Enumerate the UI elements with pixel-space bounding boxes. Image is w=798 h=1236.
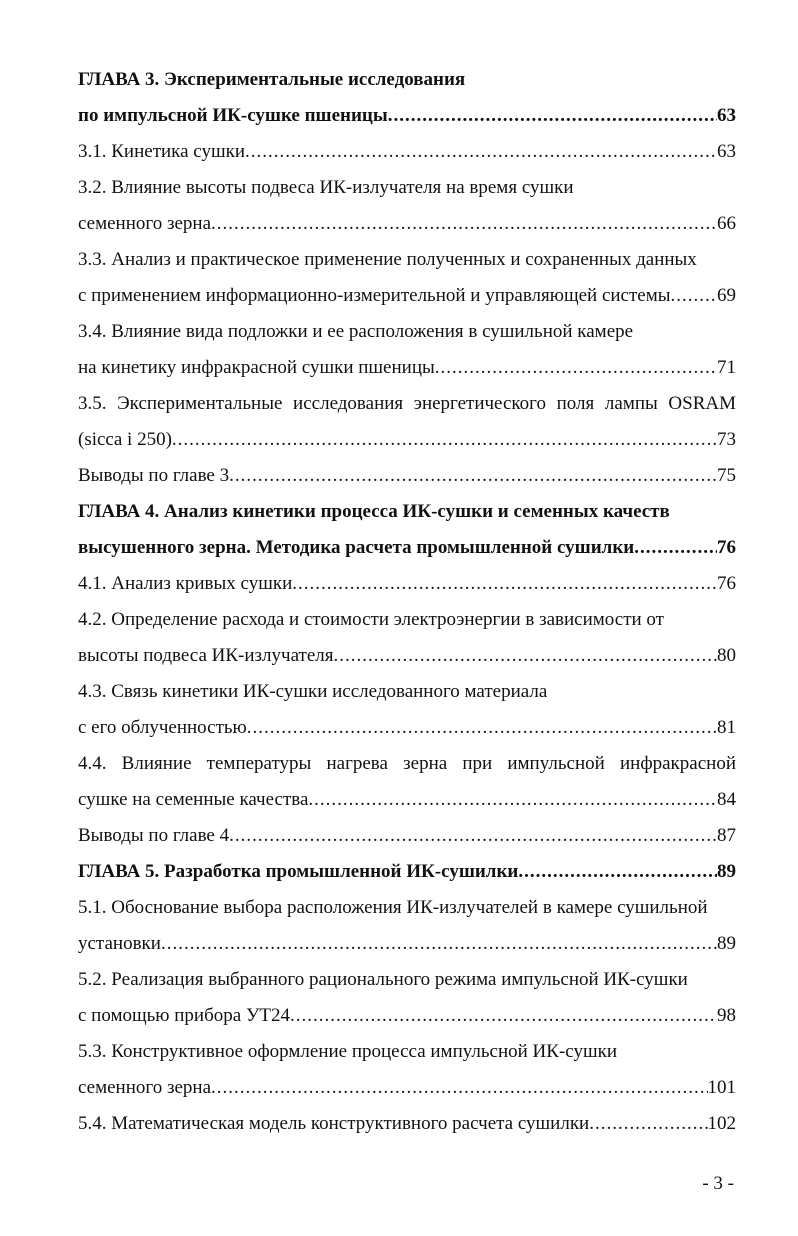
chapter-4-entry: высушенного зерна. Методика расчета промышленной сушилки ..... 76	[78, 536, 736, 560]
page-ref: 98	[717, 1005, 736, 1026]
section-5-3-entry: семенного зерна ..... 101	[78, 1076, 736, 1100]
page-ref: 84	[717, 789, 736, 810]
section-3-5-entry: (sicca i 250) ..... 73	[78, 428, 736, 452]
page-ref: 71	[717, 357, 736, 378]
chapter-4-title: ГЛАВА 4. Анализ кинетики процесса ИК-сушки и семенных качеств	[78, 501, 670, 522]
page-ref: 89	[717, 861, 736, 882]
section-4-4-title: 4.4. Влияние температуры нагрева зерна при импульсной инфракрасной	[78, 753, 736, 774]
section-3-3-entry: с применением информационно-измерительной и управляющей системы ..... 69	[78, 284, 736, 308]
page-ref: 69	[717, 285, 736, 306]
chapter-3-title: ГЛАВА 3. Экспериментальные исследования	[78, 69, 466, 90]
chapter-5-entry: ГЛАВА 5. Разработка промышленной ИК-сушилки ..... 89	[78, 860, 736, 884]
page-ref: 63	[717, 141, 736, 162]
section-5-2-title: 5.2. Реализация выбранного рационального режима импульсной ИК-сушки	[78, 969, 688, 990]
page-ref: 76	[717, 573, 736, 594]
page-ref: 73	[717, 429, 736, 450]
page-ref: 66	[717, 213, 736, 234]
section-3-5-title: 3.5. Экспериментальные исследования энергетического поля лампы OSRAM	[78, 393, 736, 414]
section-5-1-entry: установки ..... 89	[78, 932, 736, 956]
page-ref: 87	[717, 825, 736, 846]
section-3-2-title: 3.2. Влияние высоты подвеса ИК-излучателя на время сушки	[78, 177, 574, 198]
section-3-1-entry: 3.1. Кинетика сушки ..... 63	[78, 140, 736, 164]
page-ref: 76	[717, 537, 736, 558]
chapter-3-entry: по импульсной ИК-сушке пшеницы ..... 63	[78, 104, 736, 128]
section-4-2-title: 4.2. Определение расхода и стоимости электроэнергии в зависимости от	[78, 609, 664, 630]
section-3-2-entry: семенного зерна ..... 66	[78, 212, 736, 236]
section-4-2-entry: высоты подвеса ИК-излучателя ..... 80	[78, 644, 736, 668]
page-ref: 89	[717, 933, 736, 954]
section-5-4-entry: 5.4. Математическая модель конструктивного расчета сушилки ..... 102	[78, 1112, 736, 1136]
page-ref: 75	[717, 465, 736, 486]
conclusions-3-entry: Выводы по главе 3 ..... 75	[78, 464, 736, 488]
section-4-3-entry: с его облученностью ..... 81	[78, 716, 736, 740]
section-3-4-entry: на кинетику инфракрасной сушки пшеницы ..... 71	[78, 356, 736, 380]
section-5-2-entry: с помощью прибора УТ24 ..... 98	[78, 1004, 736, 1028]
page-ref: 81	[717, 717, 736, 738]
page-ref: 80	[717, 645, 736, 666]
section-5-3-title: 5.3. Конструктивное оформление процесса импульсной ИК-сушки	[78, 1041, 617, 1062]
page-number: - 3 -	[702, 1173, 734, 1194]
section-4-3-title: 4.3. Связь кинетики ИК-сушки исследованного материала	[78, 681, 548, 702]
page-ref: 63	[717, 105, 736, 126]
section-4-1-entry: 4.1. Анализ кривых сушки ..... 76	[78, 572, 736, 596]
section-5-1-title: 5.1. Обоснование выбора расположения ИК-излучателей в камере сушильной	[78, 897, 708, 918]
section-4-4-entry: сушке на семенные качества ..... 84	[78, 788, 736, 812]
page-ref: 101	[707, 1077, 736, 1098]
section-3-4-title: 3.4. Влияние вида подложки и ее расположения в сушильной камере	[78, 321, 634, 342]
section-3-3-title: 3.3. Анализ и практическое применение полученных и сохраненных данных	[78, 249, 697, 270]
conclusions-4-entry: Выводы по главе 4 ..... 87	[78, 824, 736, 848]
page-ref: 102	[707, 1113, 736, 1134]
